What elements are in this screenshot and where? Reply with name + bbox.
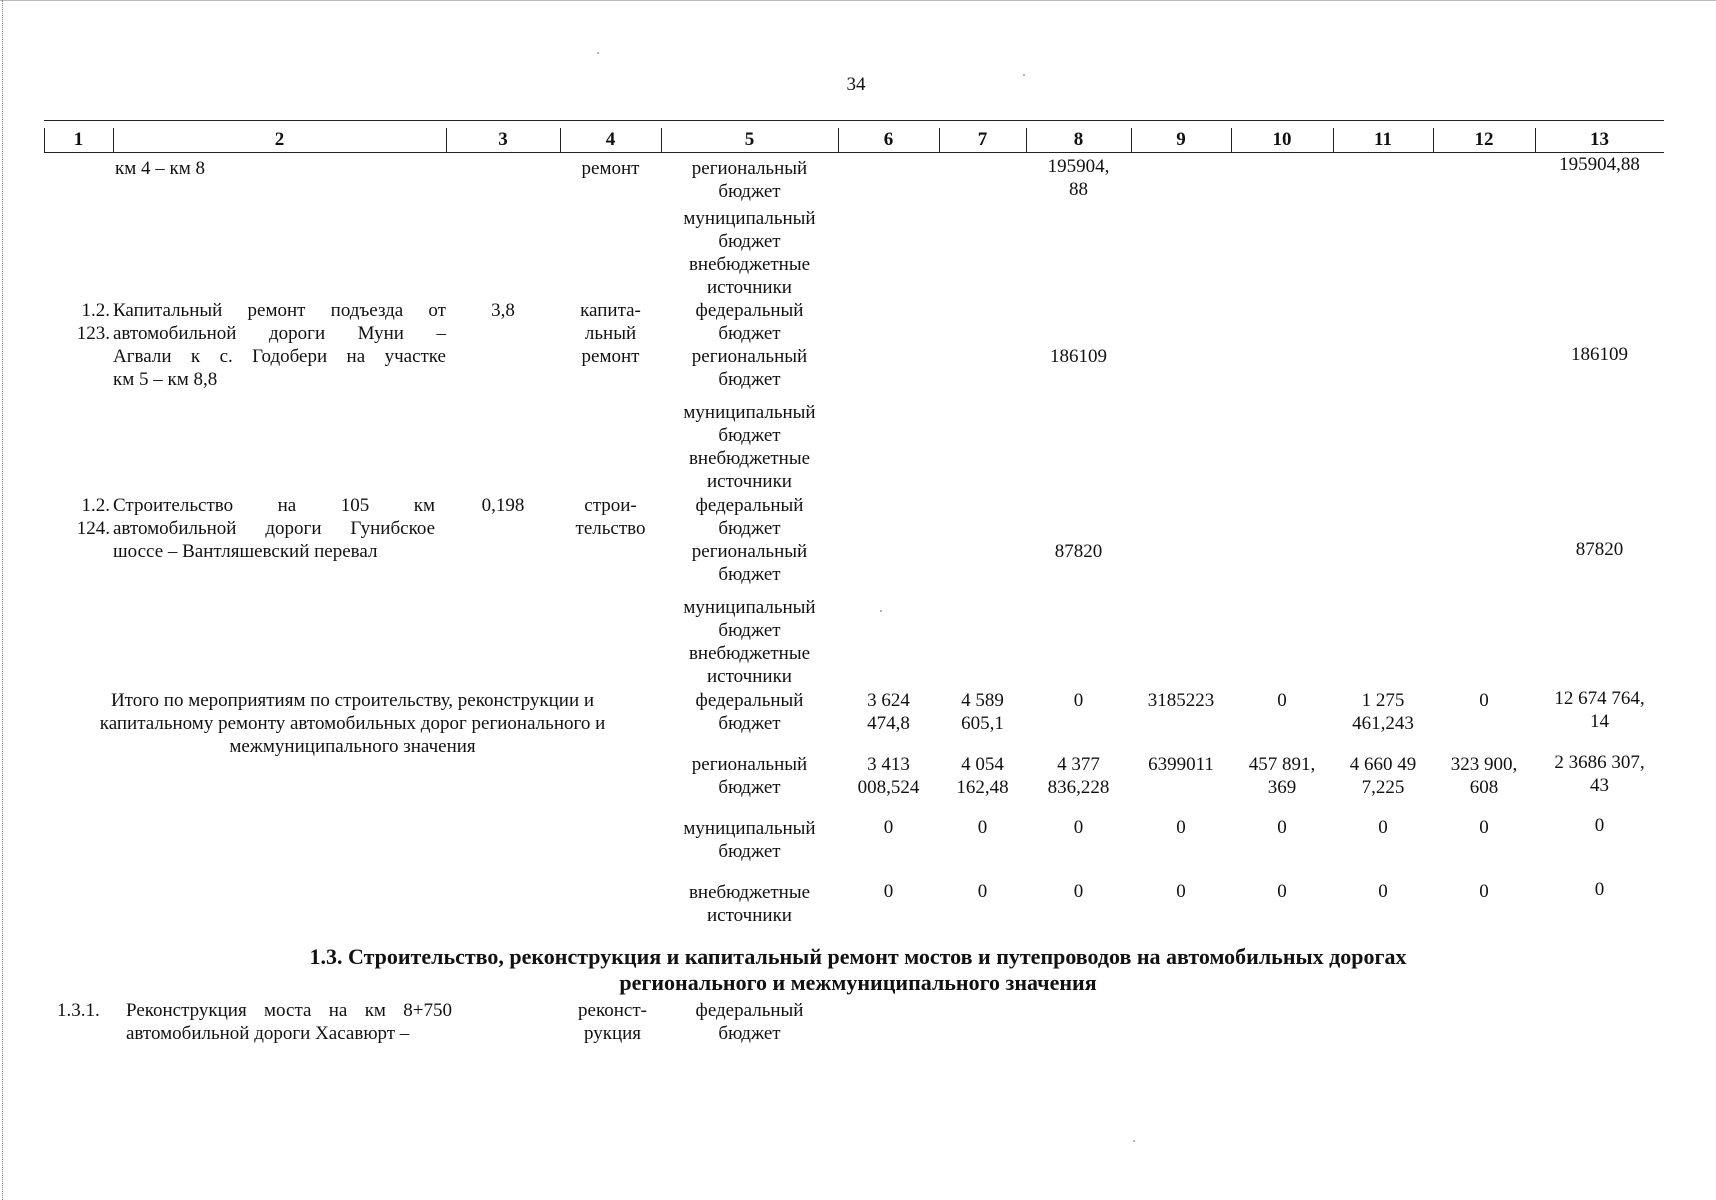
header-cell: 11 — [1374, 129, 1392, 150]
scan-speck — [1023, 74, 1025, 76]
funding-source: бюджет — [718, 425, 781, 446]
funding-source: муниципальный — [683, 402, 816, 423]
work-type: тельство — [575, 518, 646, 539]
header-cell: 3 — [498, 129, 508, 150]
entry-number: 1.2. — [81, 300, 110, 321]
funding-source: бюджет — [718, 620, 781, 641]
entry-name: Реконструкция моста на км 8+750 — [126, 1000, 452, 1021]
amount-cell: 474,8 — [867, 713, 910, 734]
amount-cell: 162,48 — [956, 777, 1009, 798]
funding-source: источники — [707, 471, 792, 492]
amount-cell: 0 — [1073, 690, 1084, 711]
amount-cell: 186109 — [1050, 346, 1107, 367]
amount-cell: 88 — [1069, 179, 1088, 200]
funding-source: бюджет — [718, 713, 781, 734]
entry-number: 1.2. — [81, 495, 110, 516]
totals-label: Итого по мероприятиям по строительству, реконструкции и — [110, 690, 595, 711]
funding-source: федеральный — [695, 690, 804, 711]
funding-source: бюджет — [718, 323, 781, 344]
funding-source: муниципальный — [683, 208, 816, 229]
entry-name: шоссе – Вантляшевский перевал — [113, 541, 378, 562]
entry-number: 124. — [76, 518, 110, 539]
amount-total: 12 674 764, — [1554, 688, 1645, 709]
work-type: ремонт — [581, 158, 640, 179]
header-cell: 4 — [605, 129, 616, 150]
amount-cell: 0 — [1073, 881, 1084, 902]
road-length: 3,8 — [491, 300, 515, 321]
amount-cell: 7,225 — [1361, 777, 1405, 798]
amount-cell: 0 — [883, 881, 894, 902]
scan-edge-top — [0, 0, 1716, 1]
amount-cell: 008,524 — [857, 777, 920, 798]
amount-cell: 6399011 — [1148, 754, 1214, 775]
funding-source: бюджет — [718, 1023, 781, 1044]
scan-speck — [880, 610, 882, 612]
entry-name: автомобильной дороги Хасавюрт – — [126, 1023, 410, 1044]
entry-name: автомобильной дороги Муни – — [113, 323, 446, 344]
amount-cell: 3185223 — [1147, 690, 1215, 711]
amount-cell: 0 — [1277, 881, 1287, 902]
funding-source: бюджет — [718, 369, 781, 390]
entry-name: Капитальный ремонт подъезда от — [113, 300, 446, 321]
amount-cell: 461,243 — [1352, 713, 1414, 734]
amount-cell: 0 — [1277, 817, 1287, 838]
amount-cell: 4 589 — [961, 690, 1004, 711]
entry-number: 1.3.1. — [57, 1000, 100, 1021]
work-type: капита- — [580, 300, 641, 321]
table-header-rule — [44, 152, 1664, 153]
funding-source: региональный — [691, 754, 808, 775]
work-type: льный — [584, 323, 637, 344]
header-cell: 5 — [744, 129, 755, 150]
header-cell: 6 — [883, 129, 894, 150]
funding-source: внебюджетные — [688, 254, 811, 275]
scan-speck — [1133, 1140, 1135, 1142]
funding-source: региональный — [691, 158, 808, 179]
amount-cell: 4 377 — [1057, 754, 1100, 775]
amount-total: 186109 — [1571, 344, 1628, 365]
amount-cell: 0 — [977, 817, 988, 838]
amount-total: 87820 — [1575, 539, 1624, 560]
funding-source: бюджет — [718, 231, 781, 252]
funding-source: бюджет — [718, 841, 781, 862]
funding-source: федеральный — [695, 1000, 804, 1021]
amount-cell: 0 — [1479, 817, 1489, 838]
funding-source: муниципальный — [683, 597, 816, 618]
amount-cell: 3 624 — [867, 690, 910, 711]
amount-total: 43 — [1590, 775, 1609, 796]
header-cell: 1 — [73, 129, 84, 150]
amount-cell: 0 — [1073, 817, 1084, 838]
amount-cell: 0 — [1378, 817, 1388, 838]
funding-source: внебюджетные — [688, 882, 811, 903]
header-cell: 10 — [1272, 129, 1292, 150]
amount-total: 0 — [1594, 879, 1605, 900]
amount-cell: 4 054 — [961, 754, 1004, 775]
section-heading: регионального и межмуниципального значения — [619, 970, 1097, 995]
section-heading: 1.3. Строительство, реконструкция и капитальный ремонт мостов и путепроводов на автомобильных дорогах — [309, 944, 1407, 969]
amount-cell: 0 — [977, 881, 988, 902]
amount-total: 195904,88 — [1559, 154, 1640, 175]
amount-cell: 605,1 — [961, 713, 1004, 734]
amount-cell: 195904, — [1047, 156, 1110, 177]
amount-cell: 457 891, — [1248, 754, 1316, 775]
entry-name: автомобильной дороги Гунибское — [113, 518, 435, 539]
work-type: рукция — [583, 1023, 642, 1044]
amount-cell: 0 — [883, 817, 894, 838]
funding-source: региональный — [691, 541, 808, 562]
amount-total: 2 3686 307, — [1554, 752, 1645, 773]
amount-cell: 3 413 — [867, 754, 910, 775]
page-number: 34 — [846, 74, 866, 95]
funding-source: муниципальный — [683, 818, 816, 839]
amount-cell: 0 — [1378, 881, 1388, 902]
work-type: строи- — [584, 495, 637, 516]
amount-cell: 369 — [1267, 777, 1297, 798]
road-length: 0,198 — [481, 495, 525, 516]
scan-speck — [597, 52, 599, 54]
funding-source: внебюджетные — [688, 643, 811, 664]
amount-cell: 87820 — [1054, 541, 1103, 562]
road-section: км 4 – км 8 — [115, 158, 206, 179]
funding-source: источники — [707, 666, 792, 687]
entry-number: 123. — [76, 323, 110, 344]
amount-cell: 323 900, — [1450, 754, 1518, 775]
amount-cell: 0 — [1479, 881, 1489, 902]
amount-total: 14 — [1590, 711, 1609, 732]
amount-cell: 608 — [1469, 777, 1499, 798]
scan-edge-left — [2, 0, 3, 1200]
header-cell: 12 — [1474, 129, 1494, 150]
funding-source: бюджет — [718, 181, 781, 202]
amount-cell: 0 — [1176, 881, 1186, 902]
totals-label: межмуниципального значения — [229, 736, 476, 757]
header-cell: 9 — [1176, 129, 1186, 150]
header-cell: 13 — [1590, 129, 1609, 150]
amount-cell: 0 — [1479, 690, 1489, 711]
work-type: реконст- — [578, 1000, 647, 1021]
amount-cell: 0 — [1176, 817, 1186, 838]
amount-cell: 1 275 — [1361, 690, 1405, 711]
funding-source: бюджет — [718, 518, 781, 539]
header-cell: 7 — [977, 129, 988, 150]
totals-label: капитальному ремонту автомобильных дорог регионального и — [99, 713, 606, 734]
funding-source: бюджет — [718, 564, 781, 585]
funding-source: источники — [707, 905, 792, 926]
amount-cell: 4 660 49 — [1349, 754, 1417, 775]
funding-source: региональный — [691, 346, 808, 367]
entry-name: Строительство на 105 км — [113, 495, 435, 516]
funding-source: источники — [707, 277, 792, 298]
table-top-rule — [44, 120, 1664, 121]
funding-source: федеральный — [695, 495, 804, 516]
entry-name: Агвали к с. Годобери на участке — [113, 346, 446, 367]
funding-source: федеральный — [695, 300, 804, 321]
entry-name: км 5 – км 8,8 — [113, 369, 218, 390]
amount-cell: 836,228 — [1047, 777, 1110, 798]
work-type: ремонт — [581, 346, 640, 367]
header-cell: 8 — [1073, 129, 1084, 150]
header-cell: 2 — [274, 129, 285, 150]
amount-total: 0 — [1594, 815, 1605, 836]
funding-source: внебюджетные — [688, 448, 811, 469]
funding-source: бюджет — [718, 777, 781, 798]
amount-cell: 0 — [1277, 690, 1287, 711]
